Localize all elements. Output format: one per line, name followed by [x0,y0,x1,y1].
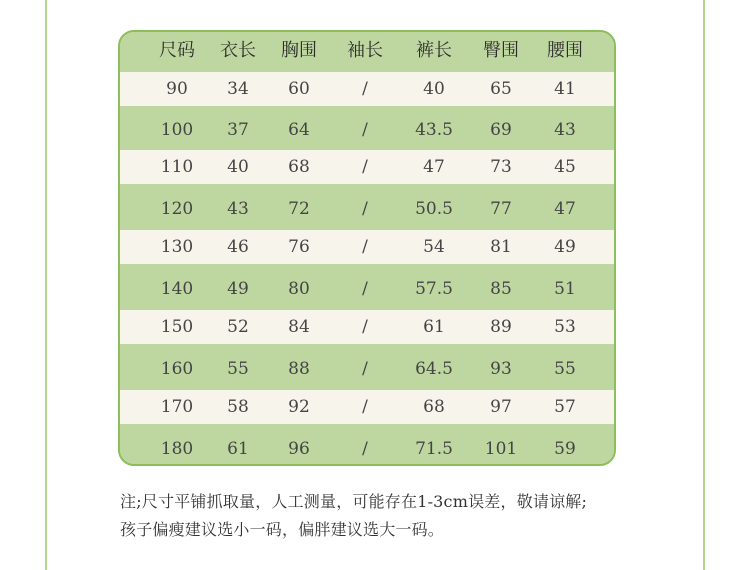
cell-waist: 45 [554,156,576,177]
cell-waist: 49 [554,236,576,257]
cell-chest: 68 [288,156,310,177]
cell-hip: 89 [490,316,512,337]
cell-waist: 55 [554,358,576,379]
header-hip: 臀围 [483,40,519,61]
cell-sleeve: / [362,236,368,257]
cell-pants: 40 [423,78,445,99]
cell-size: 90 [166,78,188,99]
cell-chest: 60 [288,78,310,99]
cell-length: 55 [227,358,249,379]
table-row [120,188,614,230]
right-border-line [703,0,705,570]
table-row [120,428,614,466]
header-waist: 腰围 [547,40,583,61]
cell-pants: 47 [423,156,445,177]
cell-size: 130 [160,236,194,257]
cell-waist: 41 [554,78,576,99]
cell-hip: 93 [490,358,512,379]
left-border-line [45,0,47,570]
table-row [120,310,614,344]
cell-length: 40 [227,156,249,177]
cell-size: 110 [160,156,194,177]
cell-waist: 47 [554,198,576,219]
cell-length: 58 [227,396,249,417]
cell-sleeve: / [362,119,368,140]
cell-chest: 72 [288,198,310,219]
header-sleeve: 袖长 [347,40,383,61]
measurement-note: 注;尺寸平铺抓取量，人工测量，可能存在1-3cm误差，敬请谅解; [120,492,588,511]
cell-sleeve: / [362,358,368,379]
cell-length: 34 [227,78,249,99]
cell-waist: 51 [554,278,576,299]
cell-pants: 50.5 [415,198,453,219]
cell-hip: 69 [490,119,512,140]
cell-sleeve: / [362,278,368,299]
header-size: 尺码 [159,40,195,61]
cell-size: 140 [160,278,194,299]
cell-pants: 64.5 [415,358,453,379]
table-row [120,390,614,424]
size-advice-note: 孩子偏瘦建议选小一码，偏胖建议选大一码。 [120,520,445,539]
cell-waist: 59 [554,438,576,459]
cell-waist: 57 [554,396,576,417]
cell-chest: 80 [288,278,310,299]
table-row [120,348,614,390]
cell-size: 150 [160,316,194,337]
cell-length: 61 [227,438,249,459]
cell-sleeve: / [362,78,368,99]
cell-pants: 57.5 [415,278,453,299]
cell-pants: 68 [423,396,445,417]
cell-size: 160 [160,358,194,379]
cell-pants: 43.5 [415,119,453,140]
cell-hip: 73 [490,156,512,177]
size-chart-table [118,30,616,466]
header-length: 衣长 [220,40,256,61]
table-header-row [120,32,614,70]
table-row [120,150,614,184]
header-pants: 裤长 [416,40,452,61]
cell-pants: 71.5 [415,438,453,459]
table-row [120,268,614,310]
cell-size: 120 [160,198,194,219]
cell-length: 52 [227,316,249,337]
cell-sleeve: / [362,198,368,219]
cell-chest: 88 [288,358,310,379]
cell-hip: 65 [490,78,512,99]
cell-hip: 85 [490,278,512,299]
cell-hip: 97 [490,396,512,417]
table-row [120,230,614,264]
cell-hip: 77 [490,198,512,219]
cell-length: 43 [227,198,249,219]
cell-chest: 96 [288,438,310,459]
cell-sleeve: / [362,438,368,459]
cell-hip: 81 [490,236,512,257]
header-chest: 胸围 [281,40,317,61]
table-row [120,110,614,150]
cell-sleeve: / [362,316,368,337]
cell-length: 49 [227,278,249,299]
cell-chest: 64 [288,119,310,140]
cell-size: 180 [160,438,194,459]
cell-size: 170 [160,396,194,417]
cell-length: 37 [227,119,249,140]
cell-hip: 101 [484,438,518,459]
cell-chest: 92 [288,396,310,417]
cell-waist: 53 [554,316,576,337]
cell-sleeve: / [362,156,368,177]
cell-length: 46 [227,236,249,257]
cell-size: 100 [160,119,194,140]
cell-pants: 61 [423,316,445,337]
table-row [120,72,614,106]
cell-chest: 76 [288,236,310,257]
cell-sleeve: / [362,396,368,417]
cell-chest: 84 [288,316,310,337]
cell-waist: 43 [554,119,576,140]
cell-pants: 54 [423,236,445,257]
